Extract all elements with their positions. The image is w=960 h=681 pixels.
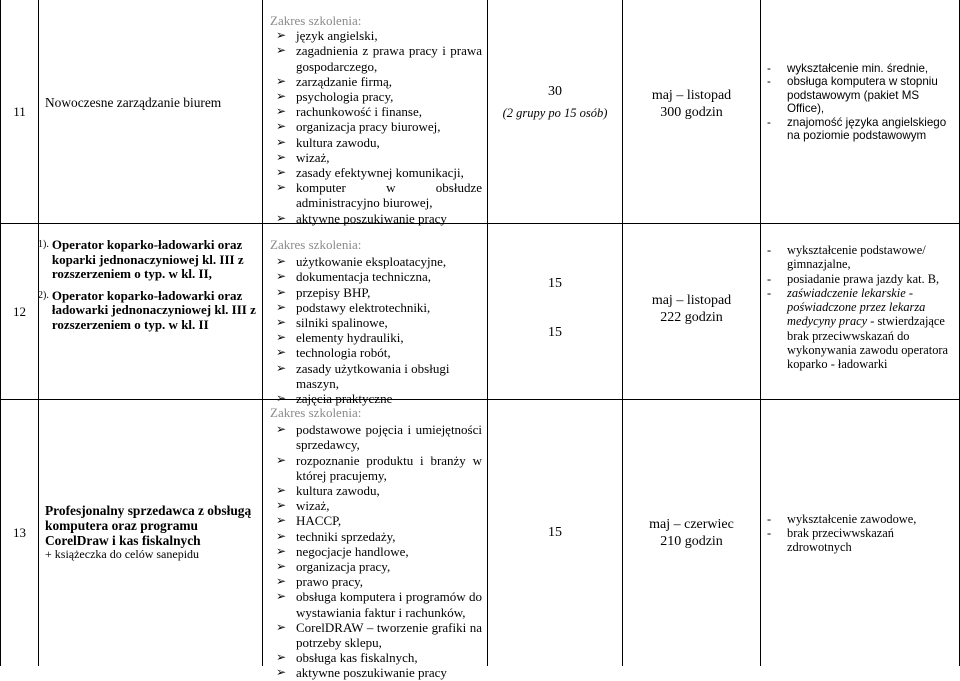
column-divider bbox=[38, 0, 39, 666]
requirements-list bbox=[765, 512, 957, 555]
arrow-bullet-icon: ➢ bbox=[276, 665, 287, 680]
requirement-text-italic: zaświadczenie lekarskie - poświadczone przez lekarza medycyny pracy bbox=[787, 285, 926, 329]
scope-cell bbox=[270, 237, 482, 406]
variant-number: 1). bbox=[38, 239, 49, 250]
term-months: maj – listopad bbox=[651, 87, 732, 103]
scope-item-text: język angielski, bbox=[296, 28, 378, 44]
arrow-bullet-icon: ➢ bbox=[276, 149, 287, 164]
requirements-list bbox=[765, 62, 955, 142]
row-number: 11 bbox=[13, 103, 26, 119]
requirements-list bbox=[765, 243, 957, 372]
arrow-bullet-icon: ➢ bbox=[276, 528, 287, 543]
scope-item bbox=[270, 665, 482, 680]
requirement-item: - zaświadczenie lekarskie - poświadczone przez lekarza medycyny pracy - stwierdzające brak przeciwwskazań do wykonywania zawodu operatora koparko - ładowarki bbox=[767, 285, 949, 372]
scope-item bbox=[270, 589, 482, 619]
arrow-bullet-icon: ➢ bbox=[276, 254, 287, 269]
scope-item-text: aktywne poszukiwanie pracy bbox=[296, 665, 447, 681]
scope-item-text: psychologia pracy, bbox=[296, 89, 394, 105]
requirement-item: - posiadanie prawa jazdy kat. B, bbox=[767, 271, 940, 286]
scope-item bbox=[270, 285, 482, 300]
requirement-text: wykształcenie zawodowe, bbox=[787, 511, 917, 526]
scope-item bbox=[270, 483, 482, 498]
scope-item bbox=[270, 269, 482, 284]
scope-item bbox=[270, 498, 482, 513]
requirement-text: wykształcenie min. średnie, bbox=[787, 62, 929, 75]
participants-cell bbox=[488, 400, 622, 666]
scope-item-text: organizacja pracy, bbox=[296, 559, 391, 575]
arrow-bullet-icon: ➢ bbox=[276, 330, 287, 345]
arrow-bullet-icon: ➢ bbox=[276, 104, 287, 119]
scope-list bbox=[270, 254, 482, 406]
scope-item-text: przepisy BHP, bbox=[296, 284, 371, 300]
scope-item bbox=[270, 330, 482, 345]
scope-item bbox=[270, 513, 482, 528]
scope-item bbox=[270, 119, 482, 134]
requirement-item: - wykształcenie zawodowe, bbox=[767, 511, 917, 526]
scope-item-text: negocjacje handlowe, bbox=[296, 543, 409, 559]
course-name bbox=[45, 0, 259, 205]
scope-item bbox=[270, 104, 482, 119]
scope-item-text: elementy hydrauliki, bbox=[296, 330, 404, 346]
requirements-cell bbox=[765, 400, 957, 666]
participants-note: (2 grupy po 15 osób) bbox=[502, 105, 608, 120]
scope-item bbox=[270, 453, 482, 483]
arrow-bullet-icon: ➢ bbox=[276, 345, 287, 360]
scope-cell bbox=[270, 13, 482, 226]
course-variant-1 bbox=[38, 238, 260, 282]
row-number: 13 bbox=[13, 525, 26, 541]
requirement-text: obsługa komputera w stopniu podstawowym (pakiet MS Office), bbox=[787, 75, 938, 116]
arrow-bullet-icon: ➢ bbox=[276, 650, 287, 665]
scope-item-text: podstawowe pojęcia i umiejętności sprzedawcy, bbox=[296, 422, 482, 453]
scope-item bbox=[270, 150, 482, 165]
course-name-note: + książeczka do celów sanepidu bbox=[45, 547, 200, 562]
scope-label: Zakres szkolenia: bbox=[270, 237, 362, 252]
requirement-item: - brak przeciwwskazań zdrowotnych bbox=[767, 525, 894, 555]
scope-label: Zakres szkolenia: bbox=[270, 13, 362, 28]
scope-item-text: obsługa komputera i programów do wystawiania faktur i rachunków, bbox=[296, 589, 482, 620]
requirement-text: - stwierdzające brak przeciwwskazań do wykonywania zawodu operatora koparko - ładowarki bbox=[787, 314, 949, 372]
scope-item-text: rozpoznanie produktu i branży w której pracujemy, bbox=[296, 452, 482, 483]
requirements-cell bbox=[765, 243, 957, 372]
requirement-item: - wykształcenie podstawowe/ gimnazjalne, bbox=[767, 243, 926, 272]
scope-item-text: obsługa kas fiskalnych, bbox=[296, 650, 418, 666]
scope-item bbox=[270, 315, 482, 330]
scope-item bbox=[270, 544, 482, 559]
scope-item bbox=[270, 165, 482, 180]
scope-label: Zakres szkolenia: bbox=[270, 405, 362, 420]
requirement-text: znajomość języka angielskiego na poziomie podstawowym bbox=[787, 115, 947, 143]
scope-item bbox=[270, 43, 482, 73]
arrow-bullet-icon: ➢ bbox=[276, 498, 287, 513]
scope-item bbox=[270, 559, 482, 574]
variant-name: Operator koparko-ładowarki oraz ładowarki jednonaczyniowej kl. III z rozszerzeniem o typ. w kl. II bbox=[51, 287, 256, 332]
scope-item-text: zasady użytkowania i obsługi maszyn, bbox=[296, 360, 450, 391]
scope-cell bbox=[270, 405, 482, 681]
scope-item bbox=[270, 345, 482, 360]
scope-item bbox=[270, 574, 482, 589]
term-cell bbox=[623, 224, 760, 394]
scope-item-text: HACCP, bbox=[296, 513, 342, 529]
arrow-bullet-icon: ➢ bbox=[276, 28, 287, 43]
scope-item-text: prawo pracy, bbox=[296, 574, 364, 590]
term-hours: 300 godzin bbox=[660, 104, 723, 120]
row-number: 12 bbox=[13, 303, 26, 319]
scope-item-text: wizaż, bbox=[296, 149, 330, 165]
course-variant-2 bbox=[38, 289, 260, 333]
requirement-text: brak przeciwwskazań zdrowotnych bbox=[787, 525, 894, 555]
arrow-bullet-icon: ➢ bbox=[276, 284, 287, 299]
term-cell bbox=[623, 400, 760, 666]
scope-item bbox=[270, 300, 482, 315]
requirement-text: wykształcenie podstawowe/ gimnazjalne, bbox=[787, 243, 926, 272]
arrow-bullet-icon: ➢ bbox=[276, 89, 287, 104]
column-divider bbox=[760, 0, 761, 666]
scope-item bbox=[270, 650, 482, 665]
arrow-bullet-icon: ➢ bbox=[276, 165, 287, 180]
course-name-text: Profesjonalny sprzedawca z obsługą komputera oraz programu CorelDraw i kas fiskalnych bbox=[45, 503, 252, 548]
scope-item bbox=[270, 211, 482, 226]
arrow-bullet-icon: ➢ bbox=[276, 210, 287, 225]
course-name bbox=[38, 238, 260, 333]
requirements-cell bbox=[765, 62, 955, 142]
scope-item-text: CorelDRAW – tworzenie grafiki na potrzeby sklepu, bbox=[296, 619, 482, 651]
arrow-bullet-icon: ➢ bbox=[276, 299, 287, 314]
arrow-bullet-icon: ➢ bbox=[276, 269, 287, 284]
arrow-bullet-icon: ➢ bbox=[276, 360, 287, 375]
scope-item-text: rachunkowość i finanse, bbox=[296, 104, 422, 120]
scope-item-text: zagadnienia z prawa pracy i prawa gospodarczego, bbox=[296, 43, 482, 74]
requirement-item: - znajomość języka angielskiego na poziomie podstawowym bbox=[767, 115, 947, 143]
scope-item-text: kultura zawodu, bbox=[296, 134, 380, 150]
scope-item-text: kultura zawodu, bbox=[296, 483, 380, 499]
scope-item bbox=[270, 254, 482, 269]
scope-item bbox=[270, 361, 482, 391]
participants-cell bbox=[488, 0, 622, 205]
arrow-bullet-icon: ➢ bbox=[276, 315, 287, 330]
participants-count: 15 bbox=[548, 276, 562, 291]
scope-item bbox=[270, 529, 482, 544]
scope-item-text: zajęcia praktyczne bbox=[296, 391, 393, 407]
scope-item-text: użytkowanie eksploatacyjne, bbox=[296, 254, 447, 270]
arrow-bullet-icon: ➢ bbox=[276, 513, 287, 528]
term-months: maj – czerwiec bbox=[649, 517, 734, 532]
participants-cell bbox=[488, 276, 622, 340]
requirement-item: - wykształcenie min. średnie, bbox=[767, 62, 929, 75]
scope-item-text: techniki sprzedaży, bbox=[296, 528, 396, 544]
arrow-bullet-icon: ➢ bbox=[276, 589, 287, 604]
scope-item bbox=[270, 422, 482, 452]
term-months: maj – listopad bbox=[651, 293, 732, 308]
arrow-bullet-icon: ➢ bbox=[276, 452, 287, 467]
scope-list bbox=[270, 28, 482, 226]
arrow-bullet-icon: ➢ bbox=[276, 43, 287, 58]
participants-count: 15 bbox=[548, 525, 562, 541]
term-cell bbox=[623, 0, 760, 207]
scope-item bbox=[270, 620, 482, 650]
arrow-bullet-icon: ➢ bbox=[276, 119, 287, 134]
scope-item-text: silniki spalinowe, bbox=[296, 315, 388, 331]
scope-item bbox=[270, 391, 482, 406]
variant-number: 2). bbox=[38, 289, 49, 301]
arrow-bullet-icon: ➢ bbox=[276, 391, 287, 406]
arrow-bullet-icon: ➢ bbox=[276, 483, 287, 498]
scope-item bbox=[270, 74, 482, 89]
scope-item-text: zasady efektywnej komunikacji, bbox=[296, 165, 464, 181]
requirement-text: posiadanie prawa jazdy kat. B, bbox=[787, 271, 940, 286]
arrow-bullet-icon: ➢ bbox=[276, 134, 287, 149]
scope-item bbox=[270, 28, 482, 43]
scope-item bbox=[270, 180, 482, 210]
arrow-bullet-icon: ➢ bbox=[276, 422, 287, 437]
scope-item-text: dokumentacja techniczna, bbox=[296, 269, 431, 285]
scope-item bbox=[270, 89, 482, 104]
arrow-bullet-icon: ➢ bbox=[276, 574, 287, 589]
scope-item-text: zarządzanie firmą, bbox=[296, 73, 392, 89]
scope-item bbox=[270, 135, 482, 150]
variant-name: Operator koparko-ładowarki oraz koparki jednonaczyniowej kl. III z rozszerzeniem o typ. w kl. II, bbox=[51, 237, 244, 282]
scope-item-text: technologia robót, bbox=[296, 345, 391, 361]
arrow-bullet-icon: ➢ bbox=[276, 619, 287, 634]
arrow-bullet-icon: ➢ bbox=[276, 543, 287, 558]
course-name bbox=[45, 400, 259, 666]
term-hours: 210 godzin bbox=[660, 534, 723, 549]
scope-list bbox=[270, 422, 482, 680]
term-hours: 222 godzin bbox=[660, 310, 723, 325]
arrow-bullet-icon: ➢ bbox=[276, 559, 287, 574]
scope-item-text: organizacja pracy biurowej, bbox=[296, 119, 441, 135]
participants-count: 15 bbox=[548, 325, 562, 341]
course-name-text: Nowoczesne zarządzanie biurem bbox=[45, 94, 222, 110]
arrow-bullet-icon: ➢ bbox=[276, 73, 287, 88]
participants-count: 30 bbox=[548, 84, 562, 100]
requirement-item: - obsługa komputera w stopniu podstawowym (pakiet MS Office), bbox=[767, 75, 938, 116]
arrow-bullet-icon: ➢ bbox=[276, 180, 287, 195]
scope-item-text: podstawy elektrotechniki, bbox=[296, 299, 431, 315]
scope-item-text: wizaż, bbox=[296, 498, 330, 514]
scope-item-text: aktywne poszukiwanie pracy bbox=[296, 210, 447, 226]
column-divider bbox=[262, 0, 263, 666]
scope-item-text: komputer w obsłudze administracyjno biurowej, bbox=[296, 180, 482, 211]
